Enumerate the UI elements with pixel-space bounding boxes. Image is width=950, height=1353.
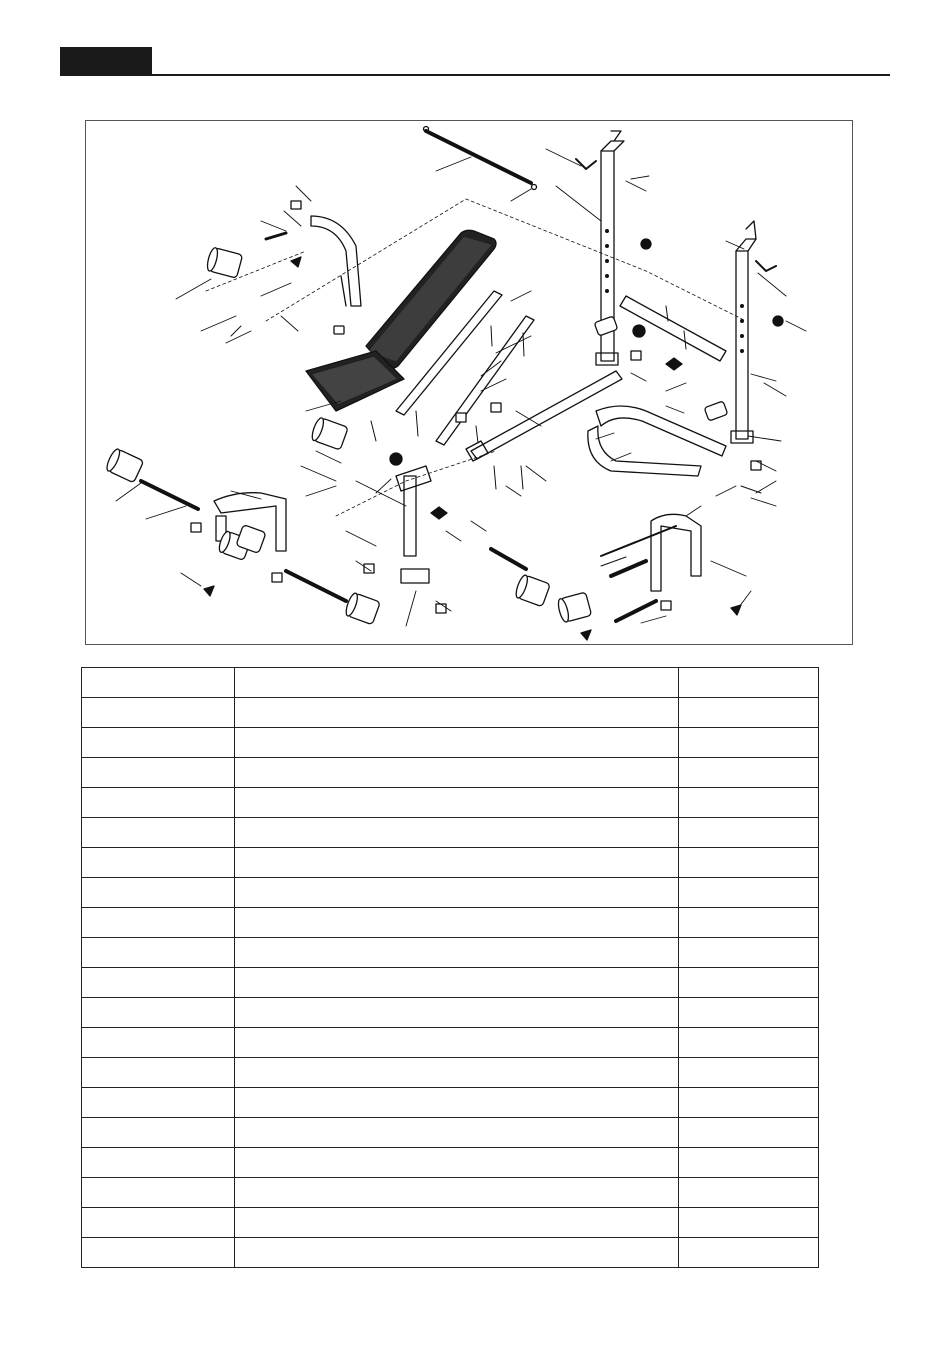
- table-row: [82, 698, 819, 728]
- header-tab: [60, 47, 152, 76]
- part-quantity-cell: [679, 1118, 819, 1148]
- table-header-row: [82, 668, 819, 698]
- table-row: [82, 848, 819, 878]
- part-description-cell: [235, 968, 679, 998]
- part-quantity-cell: [679, 998, 819, 1028]
- exploded-diagram: [85, 120, 853, 645]
- table-row: [82, 728, 819, 758]
- part-number-cell: [82, 968, 235, 998]
- table-row: [82, 1238, 819, 1268]
- part-description-cell: [235, 728, 679, 758]
- part-quantity-cell: [679, 818, 819, 848]
- part-number-cell: [82, 818, 235, 848]
- header-rule: [60, 74, 890, 76]
- part-number-cell: [82, 728, 235, 758]
- part-description-cell: [235, 1238, 679, 1268]
- part-number-cell: [82, 908, 235, 938]
- part-description-cell: [235, 788, 679, 818]
- part-quantity-cell: [679, 698, 819, 728]
- part-number-cell: [82, 758, 235, 788]
- table-row: [82, 998, 819, 1028]
- part-number-cell: [82, 1208, 235, 1238]
- part-description-cell: [235, 818, 679, 848]
- part-number-cell: [82, 788, 235, 818]
- part-quantity-cell: [679, 1178, 819, 1208]
- table-row: [82, 818, 819, 848]
- part-quantity-cell: [679, 1028, 819, 1058]
- table-row: [82, 908, 819, 938]
- part-description-cell: [235, 1088, 679, 1118]
- part-number-cell: [82, 998, 235, 1028]
- part-quantity-cell: [679, 1058, 819, 1088]
- part-number-cell: [82, 668, 235, 698]
- exploded-assembly-diagram-icon: [86, 121, 854, 646]
- part-number-cell: [82, 848, 235, 878]
- table-row: [82, 1118, 819, 1148]
- part-description-cell: [235, 1208, 679, 1238]
- part-description-cell: [235, 938, 679, 968]
- part-quantity-cell: [679, 848, 819, 878]
- part-number-cell: [82, 1028, 235, 1058]
- part-number-cell: [82, 1148, 235, 1178]
- table-row: [82, 1178, 819, 1208]
- part-number-cell: [82, 1238, 235, 1268]
- part-quantity-cell: [679, 728, 819, 758]
- part-description-cell: [235, 998, 679, 1028]
- part-description-cell: [235, 668, 679, 698]
- table-row: [82, 1208, 819, 1238]
- part-quantity-cell: [679, 1148, 819, 1178]
- part-description-cell: [235, 1118, 679, 1148]
- part-quantity-cell: [679, 908, 819, 938]
- table-row: [82, 1028, 819, 1058]
- part-quantity-cell: [679, 1238, 819, 1268]
- part-number-cell: [82, 938, 235, 968]
- table-row: [82, 788, 819, 818]
- part-number-cell: [82, 1118, 235, 1148]
- table-row: [82, 878, 819, 908]
- part-quantity-cell: [679, 788, 819, 818]
- part-quantity-cell: [679, 668, 819, 698]
- part-number-cell: [82, 1088, 235, 1118]
- part-quantity-cell: [679, 1208, 819, 1238]
- part-description-cell: [235, 1178, 679, 1208]
- part-quantity-cell: [679, 758, 819, 788]
- part-number-cell: [82, 1058, 235, 1088]
- part-number-cell: [82, 878, 235, 908]
- part-description-cell: [235, 758, 679, 788]
- part-description-cell: [235, 908, 679, 938]
- table-row: [82, 1058, 819, 1088]
- table-row: [82, 1148, 819, 1178]
- part-quantity-cell: [679, 878, 819, 908]
- part-number-cell: [82, 1178, 235, 1208]
- table-row: [82, 1088, 819, 1118]
- part-quantity-cell: [679, 938, 819, 968]
- part-description-cell: [235, 1058, 679, 1088]
- part-quantity-cell: [679, 968, 819, 998]
- part-number-cell: [82, 698, 235, 728]
- part-description-cell: [235, 848, 679, 878]
- part-quantity-cell: [679, 1088, 819, 1118]
- table-row: [82, 938, 819, 968]
- part-description-cell: [235, 1028, 679, 1058]
- table-row: [82, 968, 819, 998]
- part-description-cell: [235, 698, 679, 728]
- part-description-cell: [235, 1148, 679, 1178]
- part-description-cell: [235, 878, 679, 908]
- table-row: [82, 758, 819, 788]
- parts-list-table: [81, 667, 819, 1268]
